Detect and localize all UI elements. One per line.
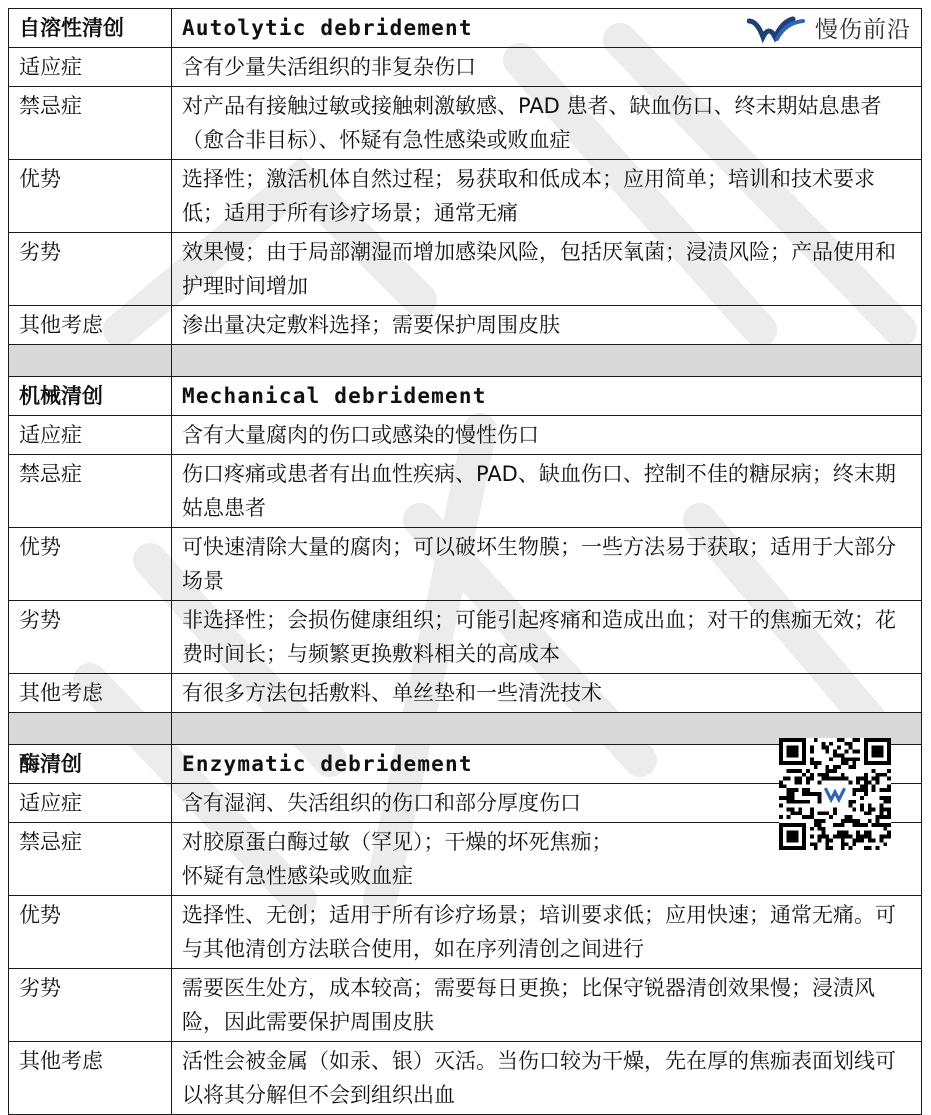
table-row xyxy=(9,87,922,160)
row-label: 禁忌症 xyxy=(9,455,172,528)
qr-code-icon xyxy=(776,738,894,850)
table-row xyxy=(9,528,922,601)
table-row xyxy=(9,601,922,674)
section-title-cn: 自溶性清创 xyxy=(9,9,172,48)
section-title-en: Mechanical debridement xyxy=(172,377,922,416)
row-text: 对产品有接触过敏或接触刺激敏感、PAD 患者、缺血伤口、终末期姑息患者（愈合非目标）、怀疑有急性感染或败血症 xyxy=(172,87,922,160)
row-text: 非选择性；会损伤健康组织；可能引起疼痛和造成出血；对干的焦痂无效；花费时间长；与频繁更换敷料相关的高成本 xyxy=(172,601,922,674)
section-title-en: Autolytic debridement xyxy=(182,16,473,40)
section-separator xyxy=(9,345,922,377)
table-row xyxy=(9,48,922,87)
table-row xyxy=(9,674,922,713)
brand-logo-text: 慢伤前沿 xyxy=(815,17,911,43)
row-text: 对胶原蛋白酶过敏（罕见）；干燥的坏死焦痂； 怀疑有急性感染或败血症 xyxy=(172,823,922,896)
section-title-cn: 机械清创 xyxy=(9,377,172,416)
row-text: 活性会被金属（如汞、银）灭活。当伤口较为干燥，先在厚的焦痂表面划线可以将其分解但不会到组织出血 xyxy=(172,1042,922,1115)
row-label: 劣势 xyxy=(9,969,172,1042)
row-label: 禁忌症 xyxy=(9,87,172,160)
row-label: 其他考虑 xyxy=(9,674,172,713)
row-label: 劣势 xyxy=(9,233,172,306)
row-text: 选择性、无创；适用于所有诊疗场景；培训要求低；应用快速；通常无痛。可与其他清创方法联合使用，如在序列清创之间进行 xyxy=(172,896,922,969)
row-text: 可快速清除大量的腐肉；可以破坏生物膜；一些方法易于获取；适用于大部分场景 xyxy=(172,528,922,601)
row-text: 含有湿润、失活组织的伤口和部分厚度伤口 xyxy=(172,784,922,823)
row-label: 优势 xyxy=(9,160,172,233)
row-text: 渗出量决定敷料选择；需要保护周围皮肤 xyxy=(172,306,922,345)
section-title-en: Enzymatic debridement xyxy=(172,745,922,784)
row-label: 其他考虑 xyxy=(9,1042,172,1115)
row-label: 适应症 xyxy=(9,48,172,87)
section-title-cn: 酶清创 xyxy=(9,745,172,784)
row-text: 效果慢；由于局部潮湿而增加感染风险，包括厌氧菌；浸渍风险；产品使用和护理时间增加 xyxy=(172,233,922,306)
row-text: 伤口疼痛或患者有出血性疾病、PAD、缺血伤口、控制不佳的糖尿病；终末期姑息患者 xyxy=(172,455,922,528)
row-text: 需要医生处方，成本较高；需要每日更换；比保守锐器清创效果慢；浸渍风险，因此需要保护周围皮肤 xyxy=(172,969,922,1042)
table-row xyxy=(9,416,922,455)
row-text: 选择性；激活机体自然过程；易获取和低成本；应用简单；培训和技术要求低；适用于所有诊疗场景；通常无痛 xyxy=(172,160,922,233)
debridement-table xyxy=(8,8,922,1115)
row-text: 含有大量腐肉的伤口或感染的慢性伤口 xyxy=(172,416,922,455)
row-label: 禁忌症 xyxy=(9,823,172,896)
row-text: 有很多方法包括敷料、单丝垫和一些清洗技术 xyxy=(172,674,922,713)
brand-logo xyxy=(747,14,911,46)
row-label: 优势 xyxy=(9,896,172,969)
table-row xyxy=(9,455,922,528)
wave-w-logo-icon xyxy=(747,15,807,45)
table-row xyxy=(9,969,922,1042)
section-header-row xyxy=(9,377,922,416)
row-label: 适应症 xyxy=(9,416,172,455)
row-text: 含有少量失活组织的非复杂伤口 xyxy=(172,48,922,87)
table-row xyxy=(9,896,922,969)
section-header-row xyxy=(9,9,922,48)
row-label: 其他考虑 xyxy=(9,306,172,345)
table-row xyxy=(9,160,922,233)
row-label: 适应症 xyxy=(9,784,172,823)
table-row xyxy=(9,1042,922,1115)
row-label: 劣势 xyxy=(9,601,172,674)
table-row xyxy=(9,306,922,345)
row-label: 优势 xyxy=(9,528,172,601)
table-row xyxy=(9,233,922,306)
